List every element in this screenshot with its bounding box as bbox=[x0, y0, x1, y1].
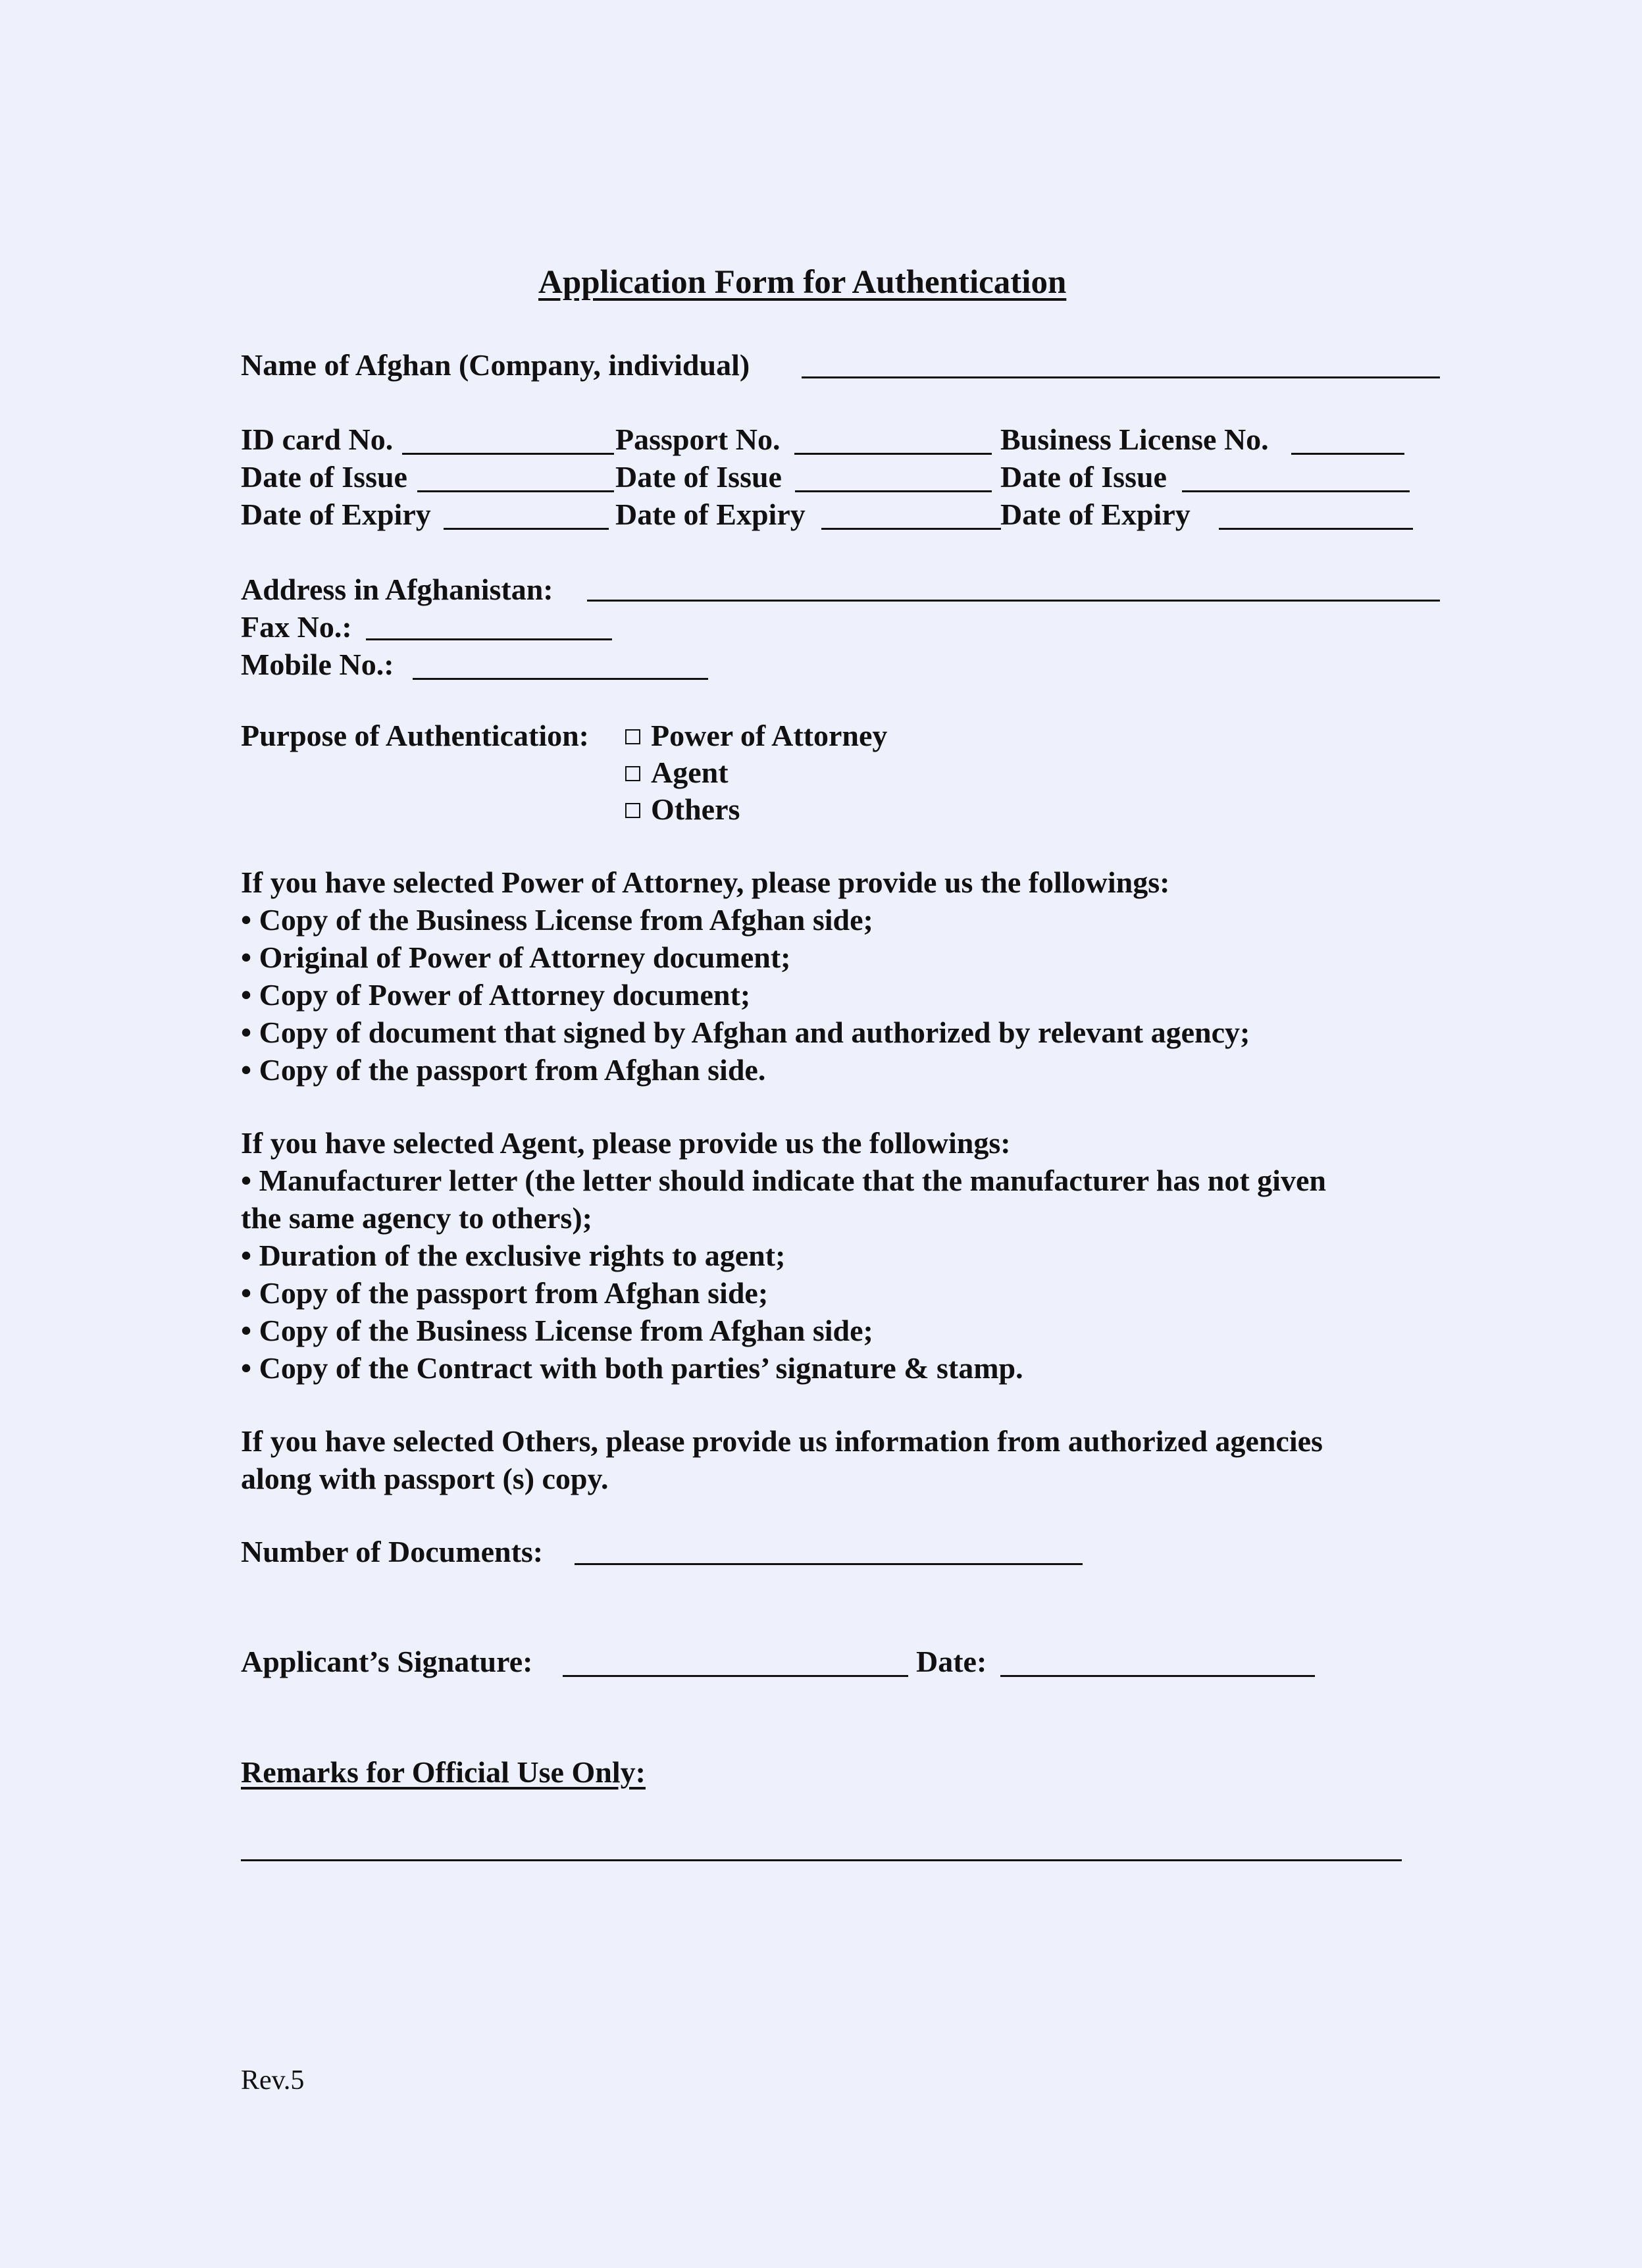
agent-item: • Manufacturer letter (the letter should indicate that the manufacturer has not given bbox=[241, 1164, 1326, 1197]
poa-heading: If you have selected Power of Attorney, please provide us the followings: bbox=[241, 865, 1170, 899]
signature-field[interactable] bbox=[563, 1675, 908, 1677]
num-docs-label: Number of Documents: bbox=[241, 1535, 544, 1568]
id-card-field[interactable] bbox=[402, 453, 614, 455]
name-field[interactable] bbox=[802, 376, 1440, 378]
date-label: Date: bbox=[916, 1645, 987, 1678]
id-issue-label: Date of Issue bbox=[241, 460, 407, 494]
name-label: Name of Afghan (Company, individual) bbox=[241, 348, 750, 382]
passport-expiry-label: Date of Expiry bbox=[615, 498, 806, 531]
address-field[interactable] bbox=[587, 600, 1440, 602]
address-label: Address in Afghanistan: bbox=[241, 573, 553, 606]
remarks-field[interactable] bbox=[241, 1859, 1402, 1861]
license-issue-field[interactable] bbox=[1182, 490, 1410, 492]
license-expiry-label: Date of Expiry bbox=[1000, 498, 1191, 531]
id-expiry-field[interactable] bbox=[444, 528, 609, 530]
option-label: Others bbox=[651, 792, 740, 826]
purpose-option-power-of-attorney[interactable] bbox=[625, 721, 887, 751]
date-field[interactable] bbox=[1000, 1675, 1315, 1677]
business-license-label: Business License No. bbox=[1000, 423, 1269, 456]
purpose-option-others[interactable] bbox=[625, 794, 740, 825]
passport-issue-field[interactable] bbox=[795, 490, 992, 492]
license-issue-label: Date of Issue bbox=[1000, 460, 1167, 494]
purpose-label: Purpose of Authentication: bbox=[241, 719, 589, 752]
purpose-option-agent[interactable] bbox=[625, 758, 729, 788]
revision-label: Rev.5 bbox=[241, 2065, 305, 2096]
checkbox-agent[interactable] bbox=[625, 766, 640, 781]
poa-item: • Copy of document that signed by Afghan and authorized by relevant agency; bbox=[241, 1016, 1250, 1049]
agent-item: • Copy of the passport from Afghan side; bbox=[241, 1276, 769, 1310]
fax-label: Fax No.: bbox=[241, 610, 352, 644]
fax-field[interactable] bbox=[366, 638, 612, 640]
agent-item: • Copy of the Business License from Afghan side; bbox=[241, 1314, 873, 1347]
business-license-field[interactable] bbox=[1291, 453, 1404, 455]
checkbox-power-of-attorney[interactable] bbox=[625, 729, 640, 744]
passport-issue-label: Date of Issue bbox=[615, 460, 782, 494]
agent-item: • Copy of the Contract with both parties’ signature & stamp. bbox=[241, 1351, 1023, 1385]
others-line: along with passport (s) copy. bbox=[241, 1462, 609, 1495]
mobile-label: Mobile No.: bbox=[241, 648, 394, 681]
others-line: If you have selected Others, please provide us information from authorized agencies bbox=[241, 1424, 1323, 1458]
checkbox-others[interactable] bbox=[625, 803, 640, 818]
poa-item: • Copy of Power of Attorney document; bbox=[241, 978, 751, 1012]
id-expiry-label: Date of Expiry bbox=[241, 498, 431, 531]
num-docs-field[interactable] bbox=[575, 1563, 1083, 1565]
poa-item: • Copy of the Business License from Afghan side; bbox=[241, 903, 873, 937]
signature-label: Applicant’s Signature: bbox=[241, 1645, 533, 1678]
agent-item: • Duration of the exclusive rights to agent; bbox=[241, 1239, 786, 1272]
poa-item: • Original of Power of Attorney document; bbox=[241, 941, 791, 974]
mobile-field[interactable] bbox=[413, 678, 708, 680]
option-label: Power of Attorney bbox=[651, 719, 888, 752]
agent-item-continued: the same agency to others); bbox=[241, 1201, 592, 1235]
remarks-label: Remarks for Official Use Only: bbox=[241, 1755, 646, 1789]
poa-item: • Copy of the passport from Afghan side. bbox=[241, 1053, 766, 1087]
agent-heading: If you have selected Agent, please provide us the followings: bbox=[241, 1126, 1011, 1160]
passport-expiry-field[interactable] bbox=[821, 528, 1001, 530]
passport-label: Passport No. bbox=[615, 423, 781, 456]
form-title: Application Form for Authentication bbox=[538, 264, 1067, 301]
license-expiry-field[interactable] bbox=[1219, 528, 1413, 530]
option-label: Agent bbox=[651, 756, 729, 789]
passport-field[interactable] bbox=[794, 453, 992, 455]
id-card-label: ID card No. bbox=[241, 423, 394, 456]
id-issue-field[interactable] bbox=[417, 490, 614, 492]
